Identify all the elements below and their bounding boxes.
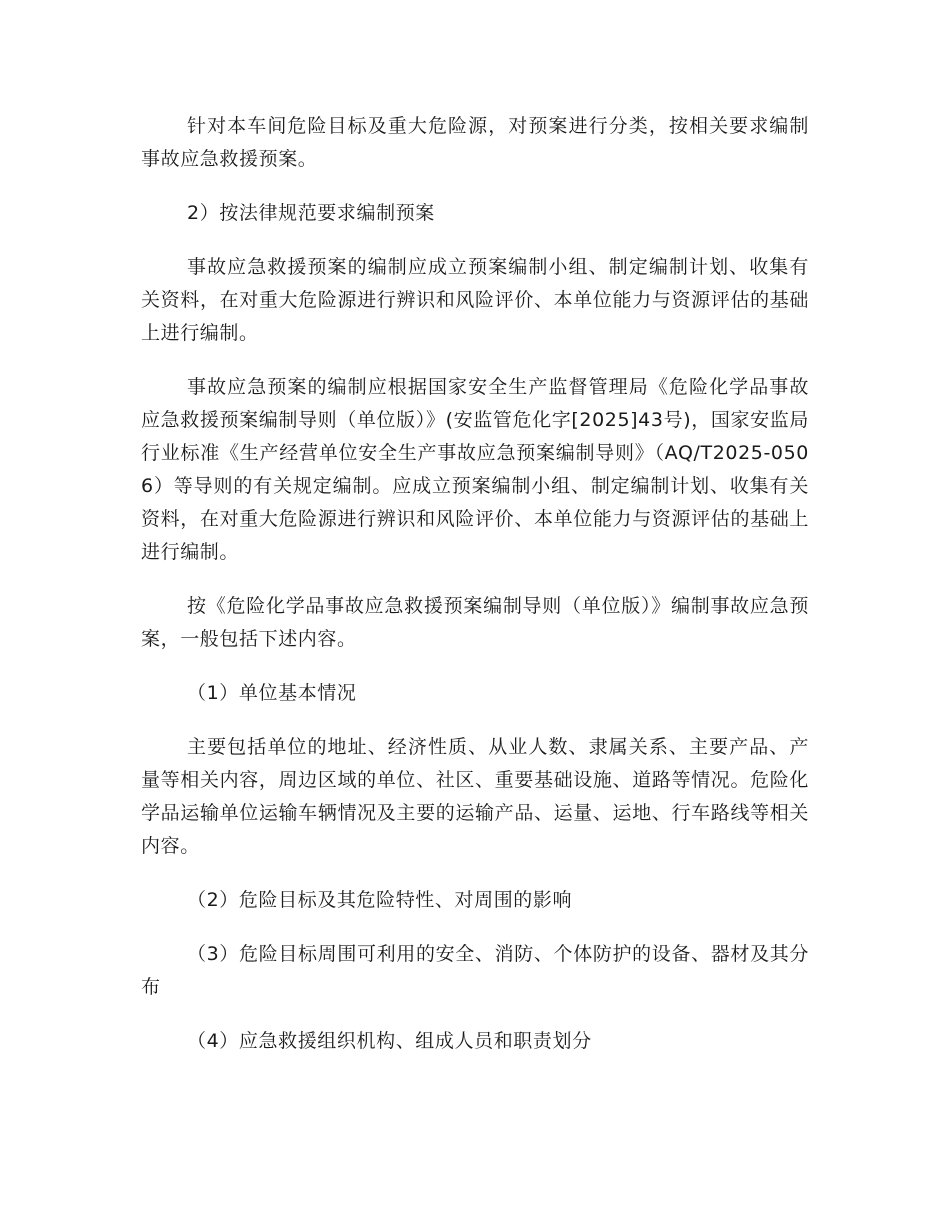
paragraph-compilation-basis: 事故应急预案的编制应根据国家安全生产监督管理局《危险化学品事故应急救援预案编制导则（单位版）》(安监管危化字[2025]43号)，国家安监局行业标准《生产经营单位安全生产事故应急预案编制导则》（AQ/T2025-0506）等导则的有关规定编制。应成立预案编制小组、制定编制计划、收集有关资料，在对重大危险源进行辨识和风险评价、本单位能力与资源评估的基础上进行编制。 (141, 376, 809, 563)
list-item-hazard-targets: （2）危险目标及其危险特性、对周围的影响 (187, 889, 573, 911)
paragraph-compilation-group: 事故应急救援预案的编制应成立预案编制小组、制定编制计划、收集有关资料，在对重大危险源进行辨识和风险评价、本单位能力与资源评估的基础上进行编制。 (141, 256, 809, 344)
paragraph-unit-basic-info: 主要包括单位的地址、经济性质、从业人数、隶属关系、主要产品、产量等相关内容，周边区域的单位、社区、重要基础设施、道路等情况。危险化学品运输单位运输车辆情况及主要的运输产品、运量、运地、行车路线等相关内容。 (141, 736, 809, 857)
paragraph-contents-intro: 按《危险化学品事故应急救援预案编制导则（单位版）》编制事故应急预案，一般包括下述内容。 (141, 595, 809, 650)
paragraph-classification: 针对本车间危险目标及重大危险源，对预案进行分类，按相关要求编制事故应急救援预案。 (141, 115, 809, 170)
list-item-unit-basic-info: （1）单位基本情况 (187, 682, 357, 704)
section-heading-legal-requirements: 2）按法律规范要求编制预案 (187, 202, 435, 224)
list-item-safety-equipment: （3）危险目标周围可利用的安全、消防、个体防护的设备、器材及其分布 (141, 943, 809, 998)
document-body (141, 110, 809, 1079)
list-item-emergency-organization: （4）应急救援组织机构、组成人员和职责划分 (187, 1030, 592, 1052)
